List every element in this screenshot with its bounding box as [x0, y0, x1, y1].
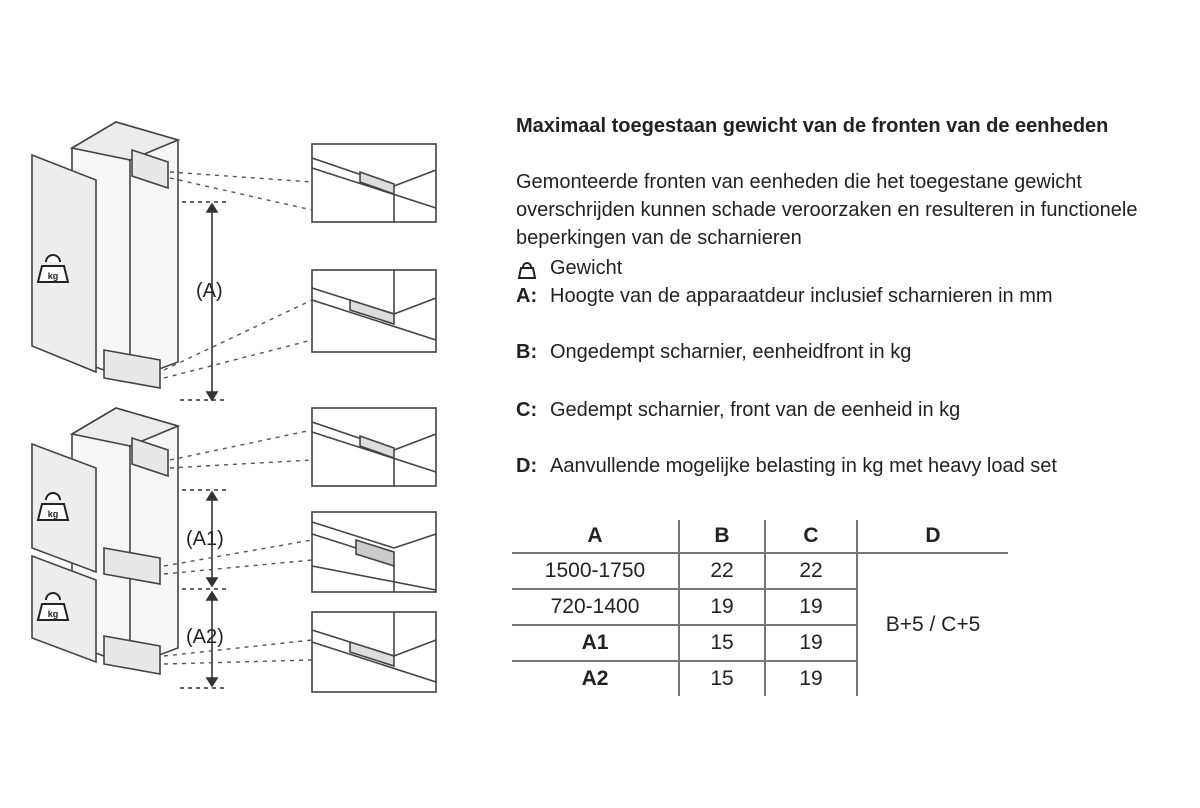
- table-cell: 19: [679, 589, 765, 625]
- table-row: [512, 553, 1008, 589]
- table-header: D: [857, 520, 1008, 553]
- bottom-unit-illustration: [32, 408, 178, 674]
- legend-text: Aanvullende mogelijke belasting in kg met heavy load set: [550, 455, 1057, 477]
- svg-text:kg: kg: [47, 609, 59, 619]
- label-a: (A): [196, 280, 223, 302]
- table-cell: 22: [679, 553, 765, 589]
- table-header: A: [512, 520, 679, 553]
- svg-text:kg: kg: [47, 509, 59, 519]
- legend-key: B:: [516, 341, 538, 363]
- section-heading: Maximaal toegestaan gewicht van de fronten van de eenheden: [516, 115, 1109, 137]
- table-cell: 22: [765, 553, 857, 589]
- table-header: B: [679, 520, 765, 553]
- table-cell: 15: [679, 661, 765, 696]
- label-a1: (A1): [186, 528, 224, 550]
- legend-key: D:: [516, 455, 538, 477]
- weight-icon: [516, 254, 538, 282]
- table-cell: 19: [765, 625, 857, 661]
- table-cell: 19: [765, 661, 857, 696]
- table-header: C: [765, 520, 857, 553]
- table-cell: A1: [512, 625, 679, 661]
- detail-box-1: [312, 144, 436, 222]
- legend-text: Gewicht: [550, 257, 623, 279]
- weight-table: [512, 520, 1008, 696]
- table-cell: 720-1400: [512, 589, 679, 625]
- table-cell-d: B+5 / C+5: [857, 553, 1008, 696]
- hinge-diagram: [0, 0, 500, 808]
- legend-text: Ongedempt scharnier, eenheidfront in kg: [550, 341, 912, 363]
- table-cell: 1500-1750: [512, 553, 679, 589]
- detail-box-2: [312, 270, 436, 352]
- label-a2: (A2): [186, 626, 224, 648]
- detail-box-5: [312, 612, 436, 692]
- detail-box-3: [312, 408, 436, 486]
- legend-text: Gedempt scharnier, front van de eenheid in kg: [550, 399, 961, 421]
- table-header-row: [512, 520, 1008, 553]
- intro-text: Gemonteerde fronten van eenheden die het toegestane gewicht overschrijden kunnen schade veroorzaken en resulteren in functionele beperkingen van de scharnieren: [516, 171, 1138, 249]
- table-cell: A2: [581, 667, 609, 690]
- dimension-a1-a2: [180, 490, 228, 688]
- table-cell: 19: [765, 589, 857, 625]
- svg-text:kg: kg: [47, 271, 59, 281]
- legend-text: Hoogte van de apparaatdeur inclusief scharnieren in mm: [550, 285, 1053, 307]
- detail-box-4: [312, 512, 436, 592]
- table-cell: 15: [679, 625, 765, 661]
- legend-key: C:: [516, 399, 538, 421]
- legend-key: A:: [516, 285, 538, 307]
